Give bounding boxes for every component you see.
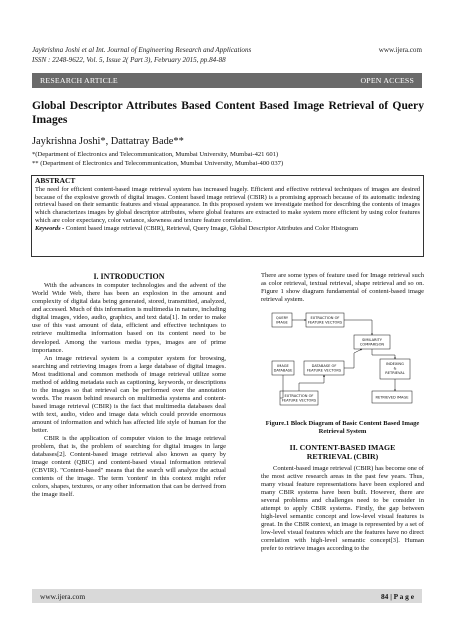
image-database-label-2: DATABASE bbox=[273, 368, 293, 373]
diagram-arrows bbox=[280, 320, 395, 398]
journal-header bbox=[32, 45, 422, 65]
journal-issn: ISSN : 2248-9622, Vol. 5, Issue 2( Part 3), February 2015, pp.84-88 bbox=[32, 56, 226, 64]
paper-authors: Jaykrishna Joshi*, Dattatray Bade** bbox=[32, 136, 184, 147]
indexing-label-1: INDEXING bbox=[386, 362, 404, 366]
article-type-banner bbox=[32, 73, 422, 88]
affiliation-1: *(Department of Electronics and Telecommunication, Mumbai University, Mumbai-421 601) bbox=[32, 151, 279, 158]
query-image-label-1: QUERY bbox=[275, 316, 289, 320]
section-heading-cbir-line1: II. CONTENT-BASED IMAGE bbox=[289, 443, 396, 452]
similarity-label-2: COMPARISON bbox=[359, 342, 385, 347]
intro-paragraph-1: With the advances in computer technologies and the advent of the World Wide Web, there has been an explosion in the amount and complexity of digital data being generated, stored, transmitted, analyzed, and accessed. Much of this information is multimedia in nature, including digital images, video, audio, graphics, and text data[1]. In order to make use of this vast amount of data, efficient and effective techniques to retrieve multimedia information based on its content need to be developed. Among the various media types, images are of prime importance. bbox=[32, 282, 226, 354]
query-image-label-2: IMAGE bbox=[276, 320, 288, 325]
extraction-bottom-label-2: FEATURE VECTORS bbox=[281, 398, 317, 403]
cbir-paragraph-1: Content-based image retrieval (CBIR) has become one of the most active research areas in the past few years. Thus, many visual feature representations have been explored and many CBIR systems have been built. However, there are several problems and challenges need to be consider in attempt to apply CBIR systems. Firstly, the gap between high-level semantic concept and low-level visual features is great. In the CBIR context, an image is represented by a set of low-level visual features which are the features have no direct correlation with high-level semantic concept[3]. Human prefer to retrieve images according to the bbox=[261, 465, 424, 553]
extraction-top-label-2: FEATURE VECTORS bbox=[307, 320, 343, 325]
page-footer bbox=[32, 589, 422, 603]
indexing-label-2: & bbox=[393, 366, 397, 371]
figure-caption: Figure.1 Block Diagram of Basic Content Based Image Retrieval System bbox=[265, 420, 420, 435]
access-label: OPEN ACCESS bbox=[360, 76, 414, 85]
database-vectors-label-1: DATABASE OF bbox=[311, 364, 337, 368]
intro-paragraph-4: There are some types of feature used for Image retrieval such as color retrieval, textual retrieval, shape retrieval and so on. Figure 1 show diagram fundamental of content-based image retrieval system. bbox=[261, 272, 424, 304]
indexing-label-3: RETRIEVAL bbox=[385, 371, 405, 375]
keywords-label: Keywords - bbox=[35, 225, 65, 233]
intro-paragraph-3: CBIR is the application of computer vision to the image retrieval problem, that is, the problem of searching for digital images in large databases[2]. Content-based image retrieval also known as query by image content (QBIC) and content-based visual information retrieval (CBVIR). "Content-based" means that the search will analyze the actual contents of the image. The term 'content' in this context might refer colors, shapes, textures, or any other information that can be derived from the image itself. bbox=[32, 435, 226, 499]
section-heading-cbir bbox=[261, 443, 424, 461]
article-type-label: RESEARCH ARTICLE bbox=[40, 76, 118, 85]
paper-title: Global Descriptor Attributes Based Content Based Image Retrieval of Query Images bbox=[32, 99, 424, 126]
page-number: 84 | P a g e bbox=[380, 591, 414, 601]
abstract-box bbox=[31, 175, 424, 257]
section-heading-introduction: I. INTRODUCTION bbox=[93, 272, 165, 281]
intro-paragraph-2: An image retrieval system is a computer system for browsing, searching and retrieving images from a large database of digital images. Most traditional and common methods of image retrieval utilize some method of adding metadata such as captioning, keywords, or descriptions to the images so that retrieval can be performed over the annotation words. The reason behind research on multimedia systems and content-based image retrieval (CBIR) is the fact that multimedia databases deal with text, audio, video and image data which could provide enormous amount of information and which has affected life style of human for the better. bbox=[32, 354, 226, 435]
extraction-top-label-1: EXTRACTION OF bbox=[310, 316, 340, 320]
journal-citation: Jaykrishna Joshi et al Int. Journal of Engineering Research and Applications bbox=[32, 46, 252, 54]
right-column-top bbox=[261, 272, 424, 304]
similarity-label-1: SIMILARITY bbox=[362, 338, 382, 342]
affiliation-2: ** (Department of Electronics and Telecommunication, Mumbai University, Mumbai-400 037) bbox=[32, 160, 284, 168]
database-vectors-label-2: FEATURE VECTORS bbox=[306, 368, 342, 373]
keywords bbox=[35, 225, 420, 233]
cbir-block-diagram bbox=[268, 309, 418, 413]
author-affiliations bbox=[32, 150, 283, 169]
extraction-bottom-label-1: EXTRACTION OF bbox=[284, 394, 314, 398]
abstract-heading: ABSTRACT bbox=[35, 176, 76, 185]
image-database-label-1: IMAGE bbox=[277, 364, 289, 368]
left-column bbox=[32, 272, 226, 499]
right-column-bottom bbox=[261, 465, 424, 554]
section-heading-cbir-line2: RETRIEVAL (CBIR) bbox=[306, 452, 379, 462]
footer-website[interactable]: www.ijera.com bbox=[40, 591, 86, 601]
journal-website[interactable]: www.ijera.com bbox=[378, 46, 422, 54]
abstract-text: The need for efficient content-based image retrieval system has increased hugely. Efficient and effective retrieval techniques of images are desired because of the explosive growth of digital images. Content based image retrieval (CBIR) is a promising approach because of its automatic indexing retrieval based on their semantic features and visual appearance. In this proposed system we investigate method for describing the contents of images which characterizes images by global descriptor attributes, where global features are extracted to make system more efficient by using color features which are color expectancy, color variance, skewness and texture feature correlation. bbox=[35, 185, 420, 225]
keywords-text: Content based image retrieval (CBIR), Retrieval, Query Image, Global Descriptor Attributes and Color Histogram bbox=[64, 225, 359, 233]
retrieved-image-label: RETRIEVED IMAGE bbox=[375, 395, 409, 400]
